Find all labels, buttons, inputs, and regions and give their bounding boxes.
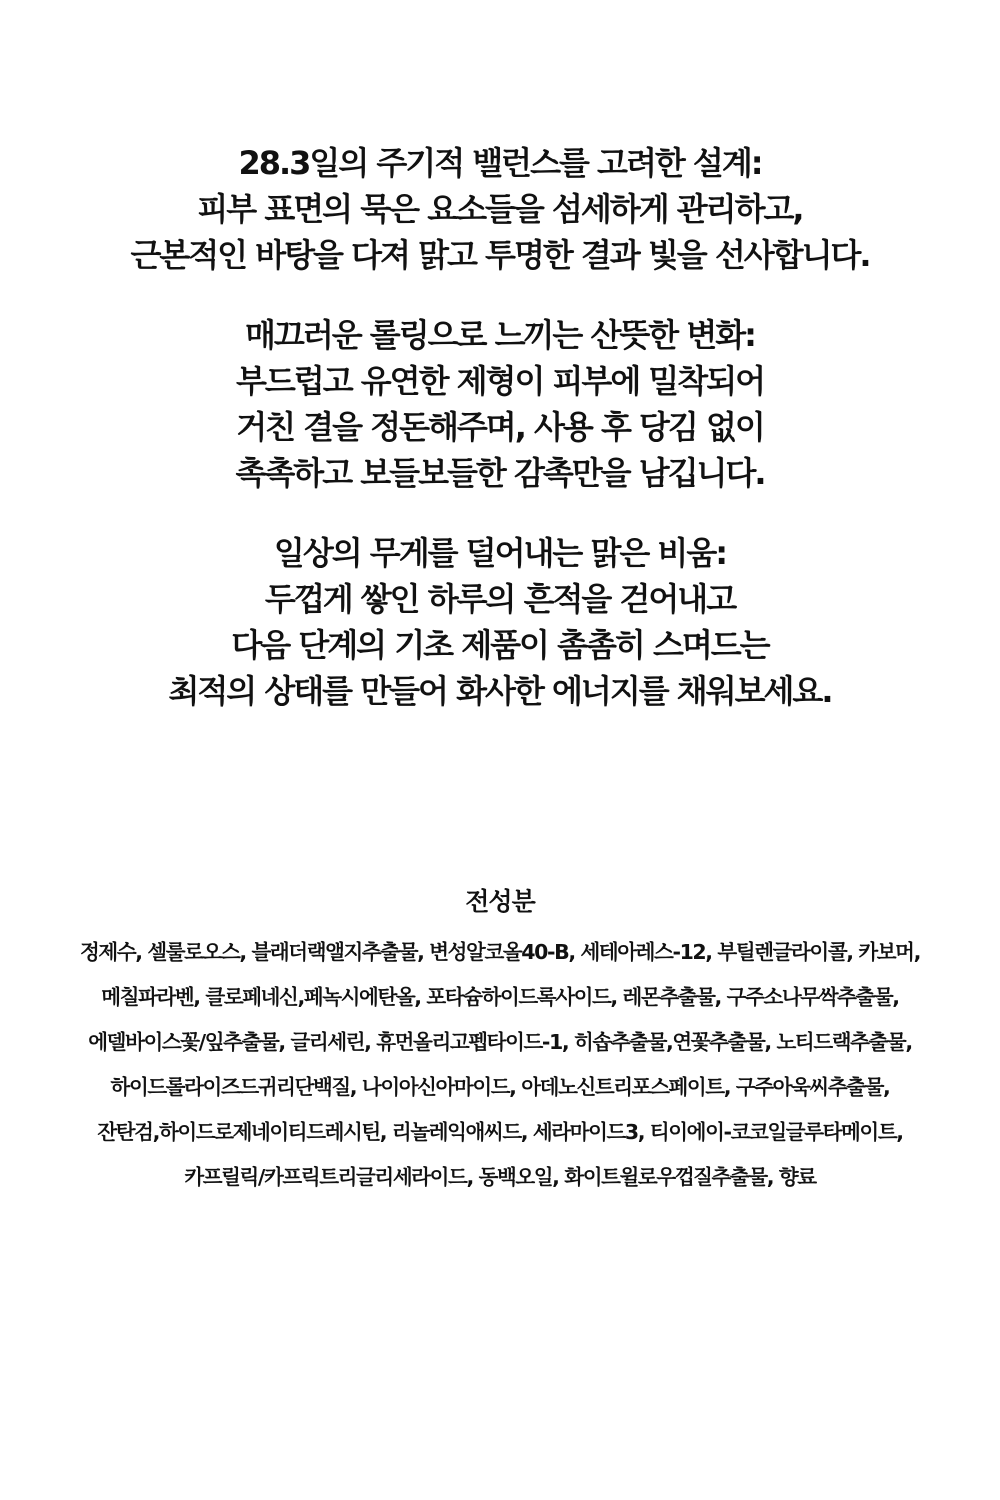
description-line: 최적의 상태를 만들어 화사한 에너지를 채워보세요. — [168, 672, 832, 710]
description-line: 매끄러운 롤링으로 느끼는 산뜻한 변화: — [245, 316, 755, 354]
description-line: 28.3일의 주기적 밸런스를 고려한 설계: — [238, 144, 762, 182]
description-line: 두껍게 쌓인 하루의 흔적을 걷어내고 — [264, 580, 736, 618]
description-line: 다음 단계의 기초 제품이 촘촘히 스며드는 — [231, 626, 769, 664]
ingredients-line: 카프릴릭/카프릭트리글리세라이드, 동백오일, 화이트윌로우껍질추출물, 향료 — [184, 1165, 816, 1189]
ingredients-line: 에델바이스꽃/잎추출물, 글리세린, 휴먼올리고펩타이드-1, 히솝추출물,연꽃추출물, 노티드랙추출물, — [88, 1030, 912, 1054]
description-line: 부드럽고 유연한 제형이 피부에 밀착되어 — [235, 362, 765, 400]
description-block-texture — [0, 312, 1000, 496]
description-line: 일상의 무게를 덜어내는 맑은 비움: — [273, 534, 727, 572]
ingredients-line: 정제수, 셀룰로오스, 블래더랙앨지추출물, 변성알코올40-B, 세테아레스-12, 부틸렌글라이콜, 카보머, — [80, 940, 920, 964]
ingredients-title: 전성분 — [465, 887, 535, 916]
description-line: 촉촉하고 보들보들한 감촉만을 남깁니다. — [235, 454, 765, 492]
product-description — [0, 140, 1000, 748]
description-block-cleanse — [0, 530, 1000, 714]
ingredients-line: 잔탄검,하이드로제네이티드레시틴, 리놀레익애씨드, 세라마이드3, 티이에이-코코일글루타메이트, — [97, 1120, 903, 1144]
description-block-balance — [0, 140, 1000, 278]
description-line: 근본적인 바탕을 다져 맑고 투명한 결과 빛을 선사합니다. — [130, 236, 870, 274]
description-line: 거친 결을 정돈해주며, 사용 후 당김 없이 — [236, 408, 764, 446]
ingredients-line: 하이드롤라이즈드귀리단백질, 나이아신아마이드, 아데노신트리포스페이트, 구주아욱씨추출물, — [110, 1075, 890, 1099]
ingredients-section — [0, 880, 1000, 1200]
ingredients-line: 메칠파라벤, 클로페네신,페녹시에탄올, 포타슘하이드록사이드, 레몬추출물, 구주소나무싹추출물, — [101, 985, 899, 1009]
description-line: 피부 표면의 묵은 요소들을 섬세하게 관리하고, — [197, 190, 803, 228]
